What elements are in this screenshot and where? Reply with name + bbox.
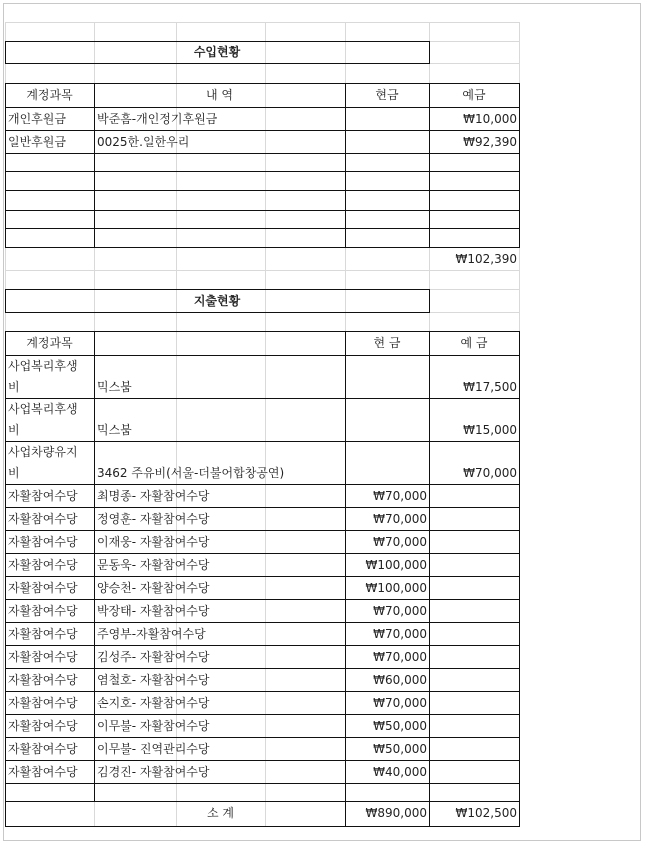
gridline-horizontal: [5, 270, 520, 271]
expense-row-account: 자활참여수당: [8, 719, 78, 733]
income-header-account: 계정과목: [26, 88, 73, 102]
expense-row-cash: ₩60,000: [373, 673, 427, 687]
table-border-h: [5, 826, 520, 827]
expense-row-cash: ₩70,000: [373, 535, 427, 549]
table-border-h: [5, 599, 520, 600]
expense-row-cash: ₩100,000: [365, 581, 427, 595]
table-border-h: [5, 783, 520, 784]
expense-row-cash: ₩40,000: [373, 765, 427, 779]
expense-subtotal-cash: ₩890,000: [365, 806, 427, 820]
table-border-h: [5, 398, 520, 399]
table-border-v: [94, 331, 95, 802]
table-border-h: [5, 210, 520, 211]
expense-row-detail: 김성주- 자활참여수당: [97, 650, 210, 664]
income-header-cash: 현금: [375, 88, 399, 102]
table-border-v: [94, 83, 95, 248]
table-border-h: [5, 41, 430, 42]
expense-row-cash: ₩70,000: [373, 627, 427, 641]
table-border-h: [5, 441, 520, 442]
table-border-h: [5, 737, 520, 738]
table-border-h: [5, 355, 520, 356]
income-header-deposit: 예금: [462, 88, 486, 102]
income-row-detail: 0025한.일한우리: [97, 135, 190, 149]
expense-row-detail: 이무불- 진역관리수당: [97, 742, 210, 756]
expense-tall-account: 사업차량유지: [8, 445, 78, 459]
table-border-v: [519, 801, 520, 827]
table-border-h: [5, 691, 520, 692]
expense-tall-account: 비: [8, 466, 20, 480]
income-row-deposit: ₩92,390: [463, 135, 517, 149]
gridline-horizontal: [5, 22, 520, 23]
table-border-v: [519, 331, 520, 802]
table-border-h: [5, 153, 520, 154]
income-header-detail: 내 역: [206, 88, 233, 102]
expense-row-detail: 김경진- 자활참여수당: [97, 765, 210, 779]
expense-row-cash: ₩50,000: [373, 742, 427, 756]
expense-row-account: 자활참여수당: [8, 558, 78, 572]
expense-row-account: 자활참여수당: [8, 512, 78, 526]
table-border-v: [429, 41, 430, 64]
table-border-v: [429, 83, 430, 248]
expense-row-detail: 정영훈- 자활참여수당: [97, 512, 210, 526]
table-border-h: [5, 171, 520, 172]
expense-tall-account: 비: [8, 423, 20, 437]
table-border-h: [5, 553, 520, 554]
table-border-h: [5, 507, 520, 508]
expense-header-detail: [94, 335, 345, 351]
expense-title: 지출현황: [193, 294, 241, 308]
expense-row-detail: 양승천- 자활참여수당: [97, 581, 210, 595]
table-border-h: [5, 331, 520, 332]
expense-row-detail: 이무불- 자활참여수당: [97, 719, 210, 733]
expense-row-account: 자활참여수당: [8, 627, 78, 641]
expense-row-account: 자활참여수당: [8, 489, 78, 503]
table-border-v: [345, 83, 346, 248]
expense-row-account: 자활참여수당: [8, 696, 78, 710]
expense-row-account: 자활참여수당: [8, 650, 78, 664]
table-border-h: [5, 228, 520, 229]
expense-row-account: 자활참여수당: [8, 581, 78, 595]
income-title: 수입현황: [193, 45, 241, 59]
table-border-h: [5, 107, 520, 108]
expense-tall-deposit: ₩17,500: [463, 380, 517, 394]
expense-row-detail: 손지호- 자활참여수당: [97, 696, 210, 710]
expense-row-account: 자활참여수당: [8, 535, 78, 549]
table-border-h: [5, 312, 430, 313]
expense-tall-detail: 3462 주유비(서울-더불어합창공연): [97, 466, 285, 480]
expense-row-detail: 이재웅- 자활참여수당: [97, 535, 210, 549]
expense-row-cash: ₩70,000: [373, 489, 427, 503]
table-border-h: [5, 645, 520, 646]
income-row-deposit: ₩10,000: [463, 112, 517, 126]
table-border-v: [429, 289, 430, 313]
expense-row-cash: ₩70,000: [373, 512, 427, 526]
expense-header-cash: 현 금: [373, 336, 401, 350]
table-border-h: [5, 83, 520, 84]
income-row-cash: [345, 111, 427, 127]
table-border-v: [5, 331, 6, 802]
expense-row-detail: 주영부-자활참여수당: [97, 627, 206, 641]
income-row-cash: [345, 134, 427, 150]
expense-subtotal-label: 소 계: [207, 806, 234, 820]
income-row-detail: 박준흠-개인정기후원금: [97, 112, 218, 126]
table-border-v: [429, 331, 430, 802]
expense-tall-detail: 믹스붐: [97, 380, 132, 394]
expense-header-deposit: 예 금: [460, 336, 488, 350]
expense-subtotal-deposit: ₩102,500: [455, 806, 517, 820]
table-border-h: [5, 530, 520, 531]
expense-row-cash: ₩70,000: [373, 604, 427, 618]
table-border-h: [5, 247, 520, 248]
table-border-v: [5, 801, 6, 827]
table-border-h: [5, 622, 520, 623]
expense-tall-account: 사업복리후생: [8, 359, 78, 373]
expense-row-detail: 염철호- 자활참여수당: [97, 673, 210, 687]
expense-tall-detail: 믹스붐: [97, 423, 132, 437]
income-total: ₩102,390: [455, 252, 517, 266]
table-border-h: [5, 484, 520, 485]
table-border-h: [5, 668, 520, 669]
table-border-v: [5, 83, 6, 248]
expense-tall-account: 사업복리후생: [8, 402, 78, 416]
expense-row-detail: 최명종- 자활참여수당: [97, 489, 210, 503]
expense-row-detail: 박장태- 자활참여수당: [97, 604, 210, 618]
table-border-h: [5, 190, 520, 191]
expense-header-account: 계정과목: [26, 336, 73, 350]
income-row-account: 개인후원금: [8, 112, 66, 126]
expense-tall-account: 비: [8, 380, 20, 394]
expense-row-account: 자활참여수당: [8, 673, 78, 687]
table-border-h: [5, 576, 520, 577]
table-border-h: [5, 760, 520, 761]
table-border-h: [5, 289, 430, 290]
expense-row-account: 자활참여수당: [8, 742, 78, 756]
expense-row-cash: ₩50,000: [373, 719, 427, 733]
expense-row-cash: ₩70,000: [373, 650, 427, 664]
table-border-v: [519, 83, 520, 248]
expense-row-account: 자활참여수당: [8, 765, 78, 779]
expense-row-detail: 문동욱- 자활참여수당: [97, 558, 210, 572]
income-row-account: 일반후원금: [8, 135, 66, 149]
table-border-h: [5, 130, 520, 131]
table-border-h: [5, 801, 520, 802]
table-border-h: [5, 63, 430, 64]
table-border-h: [5, 714, 520, 715]
expense-row-cash: ₩100,000: [365, 558, 427, 572]
expense-row-account: 자활참여수당: [8, 604, 78, 618]
expense-tall-deposit: ₩15,000: [463, 423, 517, 437]
expense-row-cash: ₩70,000: [373, 696, 427, 710]
expense-tall-deposit: ₩70,000: [463, 466, 517, 480]
